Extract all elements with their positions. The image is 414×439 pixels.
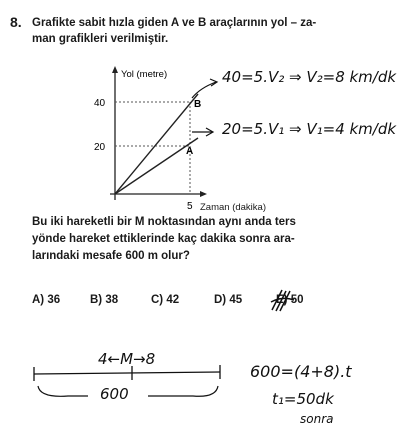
label-A: A <box>186 146 194 157</box>
y-tick-20: 20 <box>94 142 106 153</box>
option-e-scribble-mark <box>268 286 302 314</box>
handwritten-speeds: 4←M→8 <box>98 350 156 368</box>
question-prompt-line-2: yönde hareket ettiklerinde kaç dakika sonra ara- <box>32 233 295 245</box>
option-c[interactable]: C) 42 <box>151 294 180 306</box>
question-stem-line-1: Grafikte sabit hızla giden A ve B araçlarının yol – za- <box>32 17 317 29</box>
x-axis-label: Zaman (dakika) <box>200 202 266 213</box>
y-axis-label: Yol (metre) <box>121 69 168 80</box>
option-e[interactable]: E) 50 <box>276 294 304 306</box>
line-B <box>115 94 198 194</box>
handwritten-note-A: 20=5.V₁ ⇒ V₁=4 km/dk <box>222 120 397 138</box>
question-prompt-line-3: larındaki mesafe 600 m olur? <box>32 250 190 262</box>
label-B: B <box>194 99 202 110</box>
question-prompt-line-1: Bu iki hareketli bir M noktasından aynı anda ters <box>32 216 296 228</box>
handwritten-sonra: sonra <box>300 412 334 426</box>
handwritten-equation: 600=(4+8).t <box>250 362 352 381</box>
option-d[interactable]: D) 45 <box>214 294 243 306</box>
x-axis-arrow-icon <box>200 191 207 197</box>
handwritten-distance: 600 <box>100 385 129 403</box>
y-axis-arrow-icon <box>112 66 118 73</box>
handwritten-note-B: 40=5.V₂ ⇒ V₂=8 km/dk <box>222 68 397 86</box>
option-b[interactable]: B) 38 <box>90 294 119 306</box>
question-number: 8. <box>10 14 22 30</box>
handwritten-result: t₁=50dk <box>272 390 334 408</box>
option-a[interactable]: A) 36 <box>32 294 61 306</box>
question-stem-line-2: man grafikleri verilmiştir. <box>32 33 169 45</box>
x-tick-5: 5 <box>187 201 193 212</box>
y-tick-40: 40 <box>94 98 106 109</box>
